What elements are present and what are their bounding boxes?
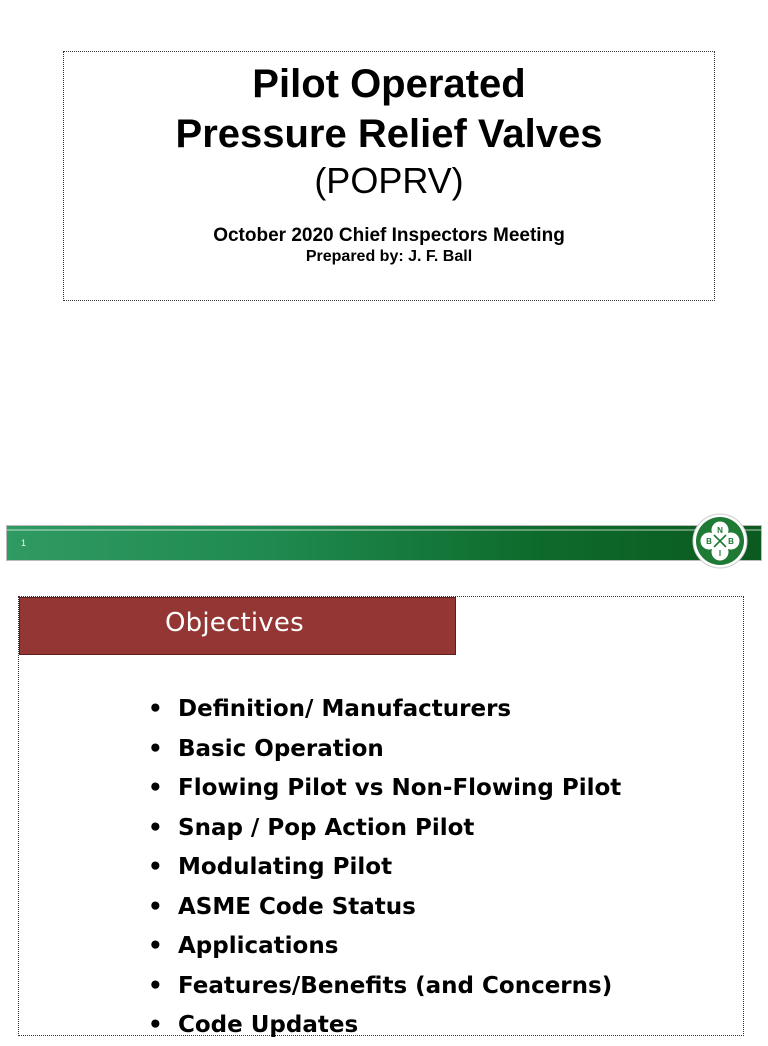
objectives-list [148, 690, 621, 1046]
list-item [148, 967, 621, 1007]
logo-letter-bottom: I [718, 549, 722, 558]
bullet-icon: • [148, 775, 163, 801]
list-item-text: Features/Benefits (and Concerns) [178, 972, 613, 999]
list-item [148, 1006, 621, 1046]
list-item-text: Definition/ Manufacturers [178, 696, 512, 722]
objectives-header [19, 597, 456, 655]
list-item-text: Code Updates [178, 1012, 359, 1038]
meeting-name: October 2020 Chief Inspectors Meeting [213, 225, 565, 246]
list-item [148, 888, 621, 928]
list-item-text: Applications [178, 933, 339, 959]
title-slide [63, 51, 715, 301]
list-item-text: Flowing Pilot vs Non-Flowing Pilot [178, 775, 622, 801]
logo-letter-top: N [717, 526, 723, 535]
bullet-icon: • [148, 972, 163, 999]
list-item-text: Basic Operation [178, 735, 384, 762]
bullet-icon: • [148, 1012, 163, 1038]
bullet-icon: • [148, 696, 163, 722]
bullet-icon: • [148, 854, 163, 880]
slide-title-line-2: Pressure Relief Valves [175, 112, 603, 156]
logo-letter-right: B [728, 537, 734, 546]
objectives-title: Objectives [165, 608, 304, 638]
logo-letter-left: B [706, 537, 712, 546]
nbbi-logo-icon [692, 513, 748, 569]
bullet-icon: • [148, 933, 163, 959]
slide-subtitle: (POPRV) [314, 160, 464, 201]
list-item [148, 690, 621, 730]
list-item-text: Modulating Pilot [178, 854, 393, 880]
list-item-text: ASME Code Status [178, 893, 416, 920]
prepared-by: Prepared by: J. F. Ball [305, 248, 473, 265]
list-item [148, 848, 621, 888]
list-item [148, 809, 621, 849]
slide-footer-bar [6, 525, 762, 561]
list-item-text: Snap / Pop Action Pilot [178, 814, 475, 841]
bullet-icon: • [148, 814, 163, 841]
list-item [148, 769, 621, 809]
list-item [148, 927, 621, 967]
page-number: 1 [21, 538, 27, 548]
slide-title-line-1: Pilot Operated [252, 62, 526, 106]
list-item [148, 730, 621, 770]
bullet-icon: • [148, 893, 163, 920]
bullet-icon: • [148, 735, 163, 762]
